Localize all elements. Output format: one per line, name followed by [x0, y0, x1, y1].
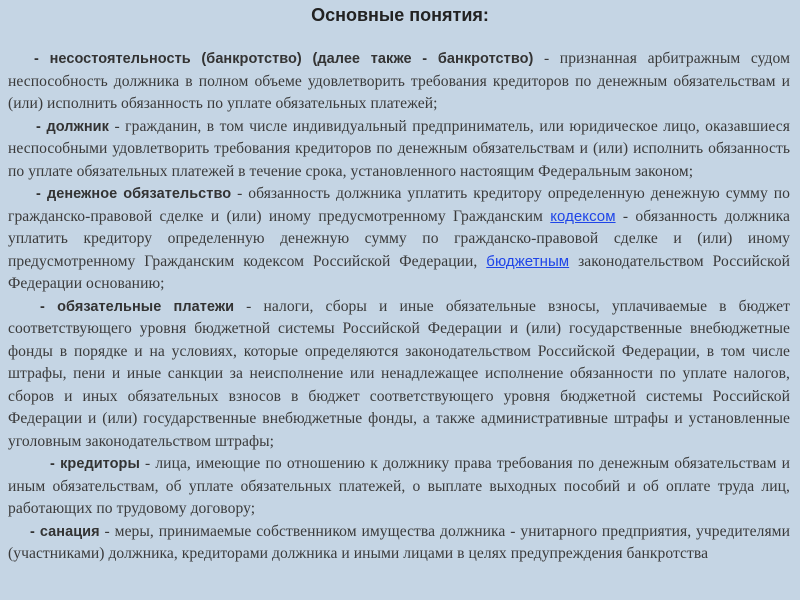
definition-text: законодательством Российской Федерации основанию; [8, 252, 791, 292]
definition-term: - несостоятельность (банкротство) (далее также - банкротство) [34, 51, 534, 67]
definition-debtor [8, 116, 790, 184]
definition-term: - денежное обязательство [36, 186, 232, 202]
definition-mandatory-payments [8, 296, 790, 454]
definition-text: - меры, принимаемые собственником имущества должника - унитарного предприятия, учредителями (участниками) должника, кредиторами должника и иными лицами в целях предупреждения банкротства [8, 522, 790, 562]
definition-term: - обязательные платежи [40, 298, 235, 315]
definition-monetary-obligation [8, 183, 790, 296]
definition-creditors [8, 453, 790, 521]
definition-text: - гражданин, в том числе индивидуальный предприниматель, или юридическое лицо, оказавшиеся неспособными удовлетворить требования кредиторов по денежным обязательствам и (или) исполнить обязанность по уплате обязательных платежей в течение срока, установленного настоящим Федеральным законом; [8, 117, 790, 180]
definition-term: - должник [36, 118, 109, 135]
definition-text: - обязанность должника уплатить кредитору определенную денежную сумму по гражданско-правовой сделке и (или) иному предусмотренному Гражданским [8, 185, 790, 225]
definition-term: - санация [30, 523, 100, 540]
definitions-list [8, 48, 790, 566]
budget-law-link[interactable]: бюджетным [486, 252, 570, 270]
definition-sanation [8, 521, 790, 566]
definition-text: - налоги, сборы и иные обязательные взносы, уплачиваемые в бюджет соответствующего уровня бюджетной системы Российской Федерации и (или) государственные внебюджетные фонды в порядке и на условиях, которые определяются законодательством Российской Федерации, в том числе штрафы, пени и иные санкции за неисполнение или ненадлежащее исполнение обязанности по уплате налогов, сборов и иных обязательных взносов в бюджет соответствующего уровня бюджетной системы Российской Федерации и (или) государственные внебюджетные фонды, а также административные штрафы и установленные уголовным законодательством штрафы; [8, 297, 790, 450]
definition-term: - кредиторы [50, 456, 140, 472]
definition-text: - признанная арбитражным судом неспособность должника в полном объеме удовлетворить требования кредиторов по денежным обязательствам и (или) исполнить обязанность по уплате обязательных платежей; [8, 50, 790, 112]
civil-code-link[interactable]: кодексом [550, 207, 616, 225]
page-title: Основные понятия: [311, 5, 489, 25]
definition-text: - обязанность должника уплатить кредитору определенную денежную сумму по гражданско-правовой сделке и (или) иному предусмотренному Гражданским кодексом Российской Федерации, [8, 207, 791, 270]
definition-insolvency [8, 48, 790, 116]
definition-text: - лица, имеющие по отношению к должнику права требования по денежным обязательствам и иным обязательствам, об уплате обязательных платежей, о выплате выходных пособий и об оплате труда лиц, работающих по трудовому договору; [8, 455, 790, 517]
